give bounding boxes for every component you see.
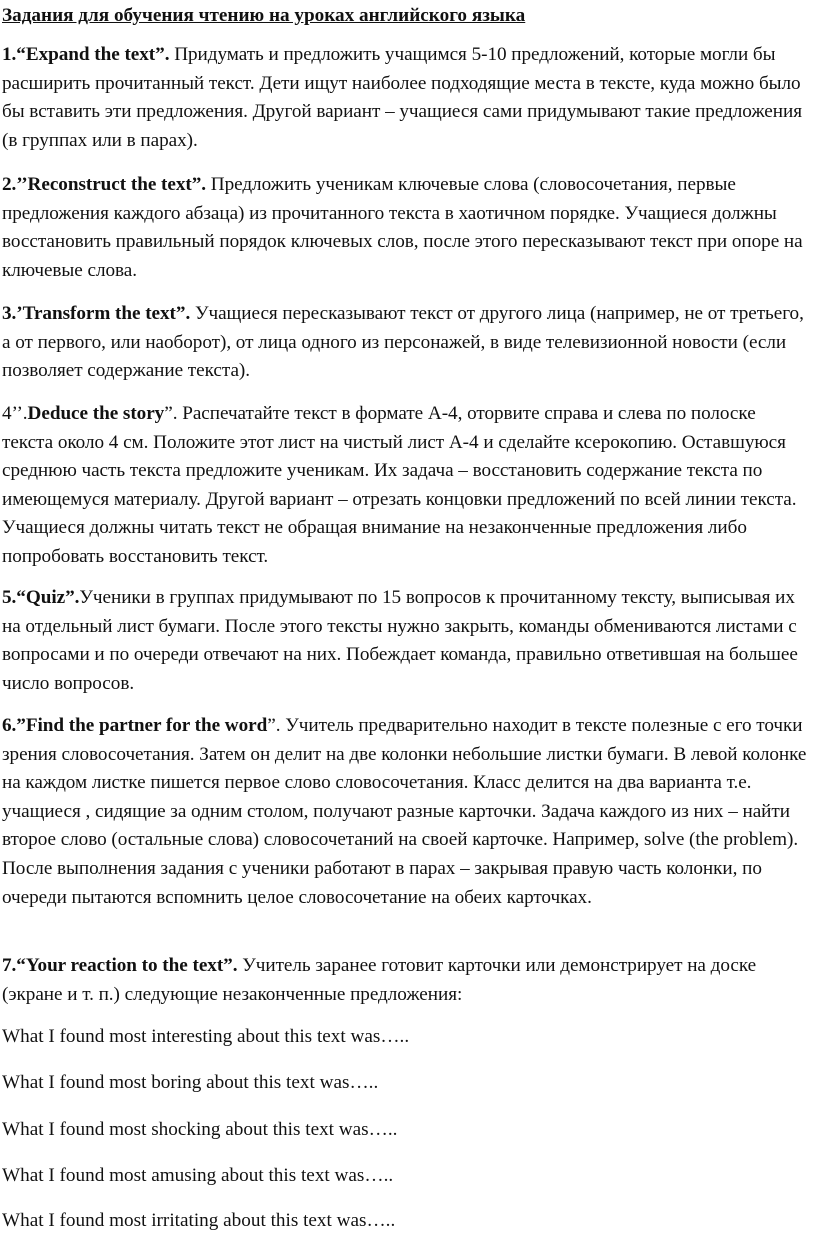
task-description: Предложить ученикам ключевые слова (словосочетания, первые предложения каждого абзаца) из прочитанного текста в хаотичном порядке. Учащиеся должны восстановить правильный порядок ключевых слов, после этого пересказывают текст при опоре на ключевые слова. xyxy=(2,174,803,281)
task-description: Придумать и предложить учащимся 5-10 предложений, которые могли бы расширить прочитанный текст. Дети ищут наиболее подходящие места в тексте, куда можно было бы вставить эти предложения. Другой вариант – учащиеся сами придумывают такие предложения (в группах или в парах). xyxy=(2,44,802,151)
task-name: “Expand the text”. xyxy=(16,44,170,65)
task-description: ”. Учитель предварительно находит в тексте полезные с его точки зрения словосочетания. Затем он делит на две колонки небольшие листки бумаги. В левой колонке на каждом листке пишется первое слово словосочетания. Класс делится на два варианта т.е. учащиеся , сидящие за одним столом, получают разные карточки. Задача каждого из них – найти второе слово (остальные слова) словосочетаний на своей карточке. Например, solve (the problem). После выполнения задания с ученики работают в парах – закрывая правую часть колонки, по очереди пытаются вспомнить целое словосочетание на обеих карточках. xyxy=(2,715,807,908)
task-name: ’Transform the text”. xyxy=(16,303,191,324)
task-number: 6. xyxy=(2,715,17,736)
unfinished-sentence: What I found most irritating about this text was….. xyxy=(2,1210,396,1231)
document-title: Задания для обучения чтению на уроках английского языка xyxy=(2,5,526,26)
task-paragraph-4 xyxy=(2,400,810,572)
task-name: ”Find the partner for the word xyxy=(16,715,268,736)
task-name: “Your reaction to the text”. xyxy=(16,955,238,976)
task-paragraph-3 xyxy=(2,300,810,386)
task-paragraph-5 xyxy=(2,584,810,698)
task-number: 3. xyxy=(2,303,17,324)
task-number: 2. xyxy=(2,174,17,195)
task-paragraph-6 xyxy=(2,712,810,912)
unfinished-sentence: What I found most shocking about this text was….. xyxy=(2,1119,398,1140)
task-name: Deduce the story xyxy=(27,403,165,424)
task-description: Учащиеся пересказывают текст от другого лица (например, не от третьего, а от первого, или наоборот), от лица одного из персонажей, в виде телевизионной новости (если позволяет содержание текста). xyxy=(2,303,804,382)
task-name: “Quiz”. xyxy=(16,587,80,608)
task-paragraph-2 xyxy=(2,171,810,285)
task-number: 4’’. xyxy=(2,403,28,424)
unfinished-sentence: What I found most interesting about this text was….. xyxy=(2,1026,410,1047)
unfinished-sentence: What I found most boring about this text was….. xyxy=(2,1072,379,1093)
task-paragraph-7 xyxy=(2,952,810,1009)
task-number: 5. xyxy=(2,587,17,608)
task-number: 1. xyxy=(2,44,17,65)
task-description: ”. Распечатайте текст в формате А-4, оторвите справа и слева по полоске текста около 4 см. Положите этот лист на чистый лист А-4 и сделайте ксерокопию. Оставшуюся среднюю часть текста предложите ученикам. Их задача – восстановить содержание текста по имеющемуся материалу. Другой вариант – отрезать концовки предложений по всей линии текста. Учащиеся должны читать текст не обращая внимание на незаконченные предложения либо попробовать восстановить текст. xyxy=(2,403,797,567)
task-number: 7. xyxy=(2,955,17,976)
task-paragraph-1 xyxy=(2,41,810,155)
unfinished-sentence: What I found most amusing about this text was….. xyxy=(2,1165,394,1186)
task-description: Учитель заранее готовит карточки или демонстрирует на доске (экране и т. п.) следующие незаконченные предложения: xyxy=(2,955,757,1005)
task-name: ’’Reconstruct the text”. xyxy=(16,174,207,195)
task-description: Ученики в группах придумывают по 15 вопросов к прочитанному тексту, выписывая их на отдельный лист бумаги. После этого тексты нужно закрыть, команды обмениваются листами с вопросами и по очереди отвечают на них. Побеждает команда, правильно ответившая на большее число вопросов. xyxy=(2,587,798,694)
